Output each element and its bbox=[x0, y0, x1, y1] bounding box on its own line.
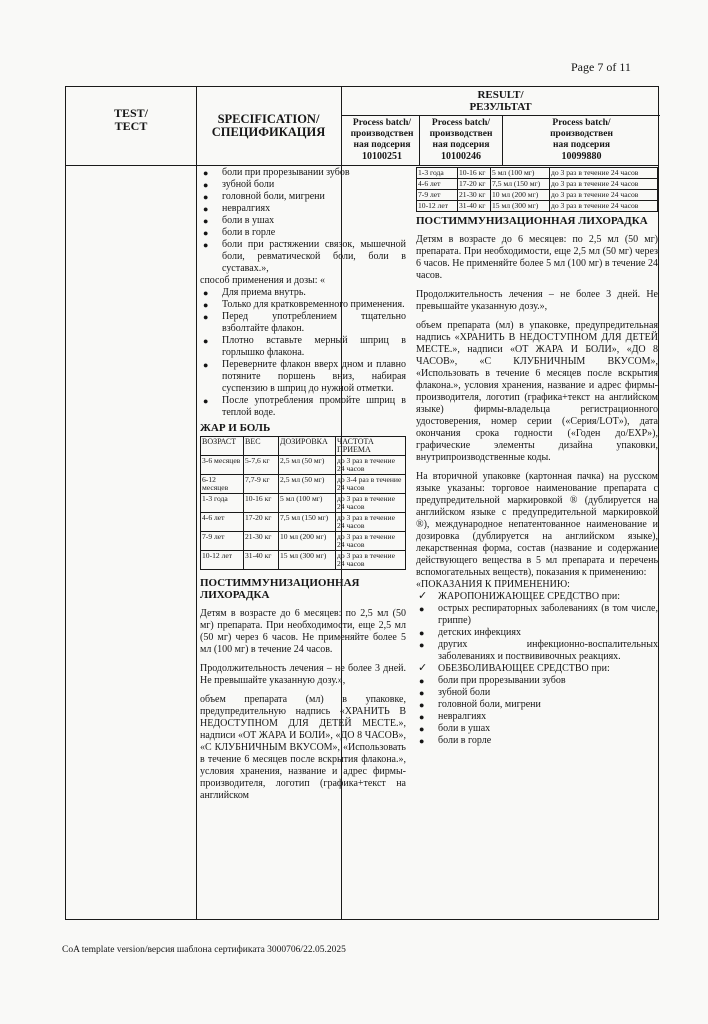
list-item: ● детских инфекциях bbox=[419, 627, 521, 638]
table-cell: 2,5 мл (50 мг) bbox=[279, 475, 336, 494]
table-cell: до 3 раз в течение 24 часов bbox=[336, 532, 406, 551]
indications-list bbox=[416, 591, 658, 747]
table-cell: 31-40 кг bbox=[244, 551, 279, 570]
table-cell: 10-16 кг bbox=[458, 168, 491, 179]
list-item: ● боли при прорезывании зубов bbox=[203, 167, 350, 178]
list-item: ● боли в горле bbox=[203, 227, 276, 238]
table-cell: 10 мл (200 мг) bbox=[279, 532, 336, 551]
table-cell: до 3 раз в течение 24 часов bbox=[550, 201, 658, 212]
result-post-immunization-text: Детям в возрасте до 6 месяцев: по 2,5 мл (50 мг) препарата. При необходимости, еще 2,5 мл (50 мг) через 6 часов. Не применяйте более 5 мл (100 мг) в течение 24 часов. bbox=[416, 234, 658, 281]
page-number: Page 7 of 11 bbox=[571, 60, 631, 74]
table-header-row bbox=[201, 437, 406, 456]
table-cell: до 3 раз в течение 24 часов bbox=[550, 168, 658, 179]
list-item: ✓ ЖАРОПОНИЖАЮЩЕЕ СРЕДСТВО при: bbox=[418, 590, 621, 602]
table-cell: до 3 раз в течение 24 часов bbox=[550, 190, 658, 201]
table-cell: 7,7-9 кг bbox=[244, 475, 279, 494]
table-cell: 1-3 года bbox=[201, 494, 244, 513]
list-item: ● Только для кратковременного применения. bbox=[203, 299, 405, 310]
list-item: ● зубной боли bbox=[203, 179, 275, 190]
header-result: RESULT/ РЕЗУЛЬТАТ bbox=[469, 89, 532, 113]
table-cell: 7,5 мл (150 мг) bbox=[491, 179, 550, 190]
result-dose-table bbox=[416, 167, 658, 212]
result-column bbox=[416, 167, 658, 919]
list-item: ● невралгиях bbox=[203, 203, 271, 214]
table-row bbox=[201, 494, 406, 513]
header-divider bbox=[66, 165, 658, 166]
table-cell: 6-12 месяцев bbox=[201, 475, 244, 494]
table-row bbox=[417, 201, 658, 212]
result-duration-text: Продолжительность лечения – не более 3 дней. Не превышайте указанную дозу.», bbox=[416, 289, 658, 312]
table-cell: 7-9 лет bbox=[417, 190, 458, 201]
post-immunization-heading: ПОСТИММУНИЗАЦИОННАЯ ЛИХОРАДКА bbox=[200, 577, 360, 601]
list-item: ● боли при растяжении связок, мышечной боли, ревматической боли, боли в суставах.», bbox=[203, 239, 406, 274]
duration-text: Продолжительность лечения – не более 3 дней. Не превышайте указанную дозу.», bbox=[200, 663, 406, 686]
batch-header: Process batch/ производствен ная подсерия 10100251 bbox=[350, 118, 414, 162]
list-item: ● После употребления промойте шприц в теплой воде. bbox=[203, 395, 406, 418]
list-item: ● боли при прорезывании зубов bbox=[419, 675, 566, 686]
table-cell: 21-30 кг bbox=[244, 532, 279, 551]
list-item: ● Для приема внутрь. bbox=[203, 287, 306, 298]
list-item: ● невралгиях bbox=[419, 711, 487, 722]
table-row bbox=[201, 456, 406, 475]
method-bullet-list bbox=[200, 287, 406, 419]
table-row bbox=[201, 475, 406, 494]
header-test: TEST/ ТЕСТ bbox=[113, 106, 149, 133]
table-cell: 10-12 лет bbox=[417, 201, 458, 212]
table-cell: до 3 раз в течение 24 часов bbox=[336, 494, 406, 513]
table-cell: 15 мл (300 мг) bbox=[279, 551, 336, 570]
indications-heading: «ПОКАЗАНИЯ К ПРИМЕНЕНИЮ: bbox=[416, 579, 570, 590]
table-row bbox=[417, 168, 658, 179]
table-cell: 5 мл (100 мг) bbox=[279, 494, 336, 513]
list-item: ● зубной боли bbox=[419, 687, 491, 698]
table-cell: 5-7,6 кг bbox=[244, 456, 279, 475]
column-header: ВЕС bbox=[244, 437, 279, 456]
table-cell: 10-16 кг bbox=[244, 494, 279, 513]
list-item: ● боли в ушах bbox=[203, 215, 275, 226]
list-item: ● Перед употреблением тщательно взболтайте флакон. bbox=[203, 311, 406, 334]
list-item: ● боли в ушах bbox=[419, 723, 491, 734]
table-cell: до 3 раз в течение 24 часов bbox=[336, 456, 406, 475]
column-divider bbox=[196, 87, 197, 919]
list-item: ● боли в горле bbox=[419, 735, 492, 746]
table-cell: 7,5 мл (150 мг) bbox=[279, 513, 336, 532]
list-item: ● Переверните флакон вверх дном и плавно потяните поршень вниз, набирая суспензию в шприц до нужной отметки. bbox=[203, 359, 406, 394]
table-cell: 31-40 кг bbox=[458, 201, 491, 212]
list-item: ✓ ОБЕЗБОЛИВАЮЩЕЕ СРЕДСТВО при: bbox=[418, 662, 610, 674]
table-cell: 17-20 кг bbox=[458, 179, 491, 190]
post-immunization-text: Детям в возрасте до 6 месяцев: по 2,5 мл (50 мг) препарата. При необходимости, еще 2,5 мл (50 мг) через 6 часов. Не применяйте более 5 мл (100 мг) в течение 24 часов. bbox=[200, 608, 406, 655]
table-cell: 4-6 лет bbox=[417, 179, 458, 190]
batch-header: Process batch/ производствен ная подсерия 10100246 bbox=[429, 118, 493, 162]
check-icon: ✓ bbox=[418, 590, 428, 602]
table-row bbox=[417, 190, 658, 201]
batch-header: Process batch/ производствен ная подсерия 10099880 bbox=[550, 118, 613, 162]
table-cell: до 3-4 раз в течение 24 часов bbox=[336, 475, 406, 494]
table-row bbox=[201, 551, 406, 570]
pain-bullet-list bbox=[200, 167, 406, 275]
column-header: ДОЗИРОВКА bbox=[279, 437, 336, 456]
table-cell: 17-20 кг bbox=[244, 513, 279, 532]
dose-table bbox=[200, 436, 406, 570]
method-intro: способ применения и дозы: « bbox=[200, 275, 326, 286]
column-header: ВОЗРАСТ bbox=[201, 437, 244, 456]
list-item: ● других инфекционно-воспалительных заболеваниях и поствививочных реакциях. bbox=[419, 639, 658, 662]
table-cell: 7-9 лет bbox=[201, 532, 244, 551]
column-header: ЧАСТОТА ПРИЕМА bbox=[336, 437, 406, 456]
table-cell: 10 мл (200 мг) bbox=[491, 190, 550, 201]
table-cell: до 3 раз в течение 24 часов bbox=[336, 513, 406, 532]
table-cell: 10-12 лет bbox=[201, 551, 244, 570]
result-post-immunization-heading: ПОСТИММУНИЗАЦИОННАЯ ЛИХОРАДКА bbox=[416, 215, 648, 227]
table-cell: 5 мл (100 мг) bbox=[491, 168, 550, 179]
list-item: ● головной боли, мигрени bbox=[419, 699, 541, 710]
table-cell: до 3 раз в течение 24 часов bbox=[336, 551, 406, 570]
table-cell: 15 мл (300 мг) bbox=[491, 201, 550, 212]
certificate-table bbox=[65, 86, 659, 920]
table-cell: 1-3 года bbox=[417, 168, 458, 179]
result-packaging-text: объем препарата (мл) в упаковке, предупредительная надпись «ХРАНИТЬ В НЕДОСТУПНОМ ДЛЯ ДЕТЕЙ МЕСТЕ.», надписи «ОТ ЖАРА И БОЛИ», «ДО 8 ЧАСОВ», «С КЛУБНИЧНЫМ ВКУСОМ», «Использовать в течение 6 месяцев после вскрытия флакона.», условия хранения, название и адрес фирмы-производителя, логотип (графика+текст на английском языке) фирмы-владельца регистрационного удостоверения, номер серии («Серия/LOT»), дата окончания срока годности («Годен до/EXP»), графические элементы дизайна упаковки, внутрипроизводственные коды. bbox=[416, 320, 658, 463]
specification-column bbox=[200, 167, 406, 919]
table-cell: 21-30 кг bbox=[458, 190, 491, 201]
list-item: ● головной боли, мигрени bbox=[203, 191, 325, 202]
footer-template-version: CoA template version/версия шаблона сертификата 3000706/22.05.2025 bbox=[62, 945, 346, 955]
check-icon: ✓ bbox=[418, 662, 428, 674]
packaging-text: объем препарата (мл) в упаковке, предупредительную надпись «ХРАНИТЬ В НЕДОСТУПНОМ ДЛЯ ДЕТЕЙ МЕСТЕ.», надписи «ОТ ЖАРА И БОЛИ», «ДО 8 ЧАСОВ», «С КЛУБНИЧНЫМ ВКУСОМ», «Использовать в течение 6 месяцев после вскрытия флакона.», условия хранения, название и адрес фирмы-производителя, логотип (графика+текст на английском bbox=[200, 694, 406, 801]
table-row bbox=[201, 532, 406, 551]
list-item: ● Плотно вставьте мерный шприц в горлышко флакона. bbox=[203, 335, 406, 358]
result-divider bbox=[341, 115, 660, 116]
table-row bbox=[201, 513, 406, 532]
header-specification: SPECIFICATION/ СПЕЦИФИКАЦИЯ bbox=[211, 112, 326, 139]
table-cell: 4-6 лет bbox=[201, 513, 244, 532]
table-cell: до 3 раз в течение 24 часов bbox=[550, 179, 658, 190]
table-row bbox=[417, 179, 658, 190]
table-cell: 2,5 мл (50 мг) bbox=[279, 456, 336, 475]
table-cell: 3-6 месяцев bbox=[201, 456, 244, 475]
secondary-packaging-text: На вторичной упаковке (картонная пачка) на русском языке указаны: торговое наименование препарата с предупредительной маркировкой ® (дублируется на английском языке с предупредительной маркировкой ®), международное непатентованное наименование и дозировка (дублируется на английском языке), лекарственная форма, состав (название и содержание действующего вещества в 5 мл препарата и перечень вспомогательных веществ), показания к применению: bbox=[416, 471, 658, 578]
fever-pain-heading: ЖАР И БОЛЬ bbox=[200, 422, 271, 434]
list-item: ● острых респираторных заболеваниях (в том числе, гриппе) bbox=[419, 603, 658, 626]
